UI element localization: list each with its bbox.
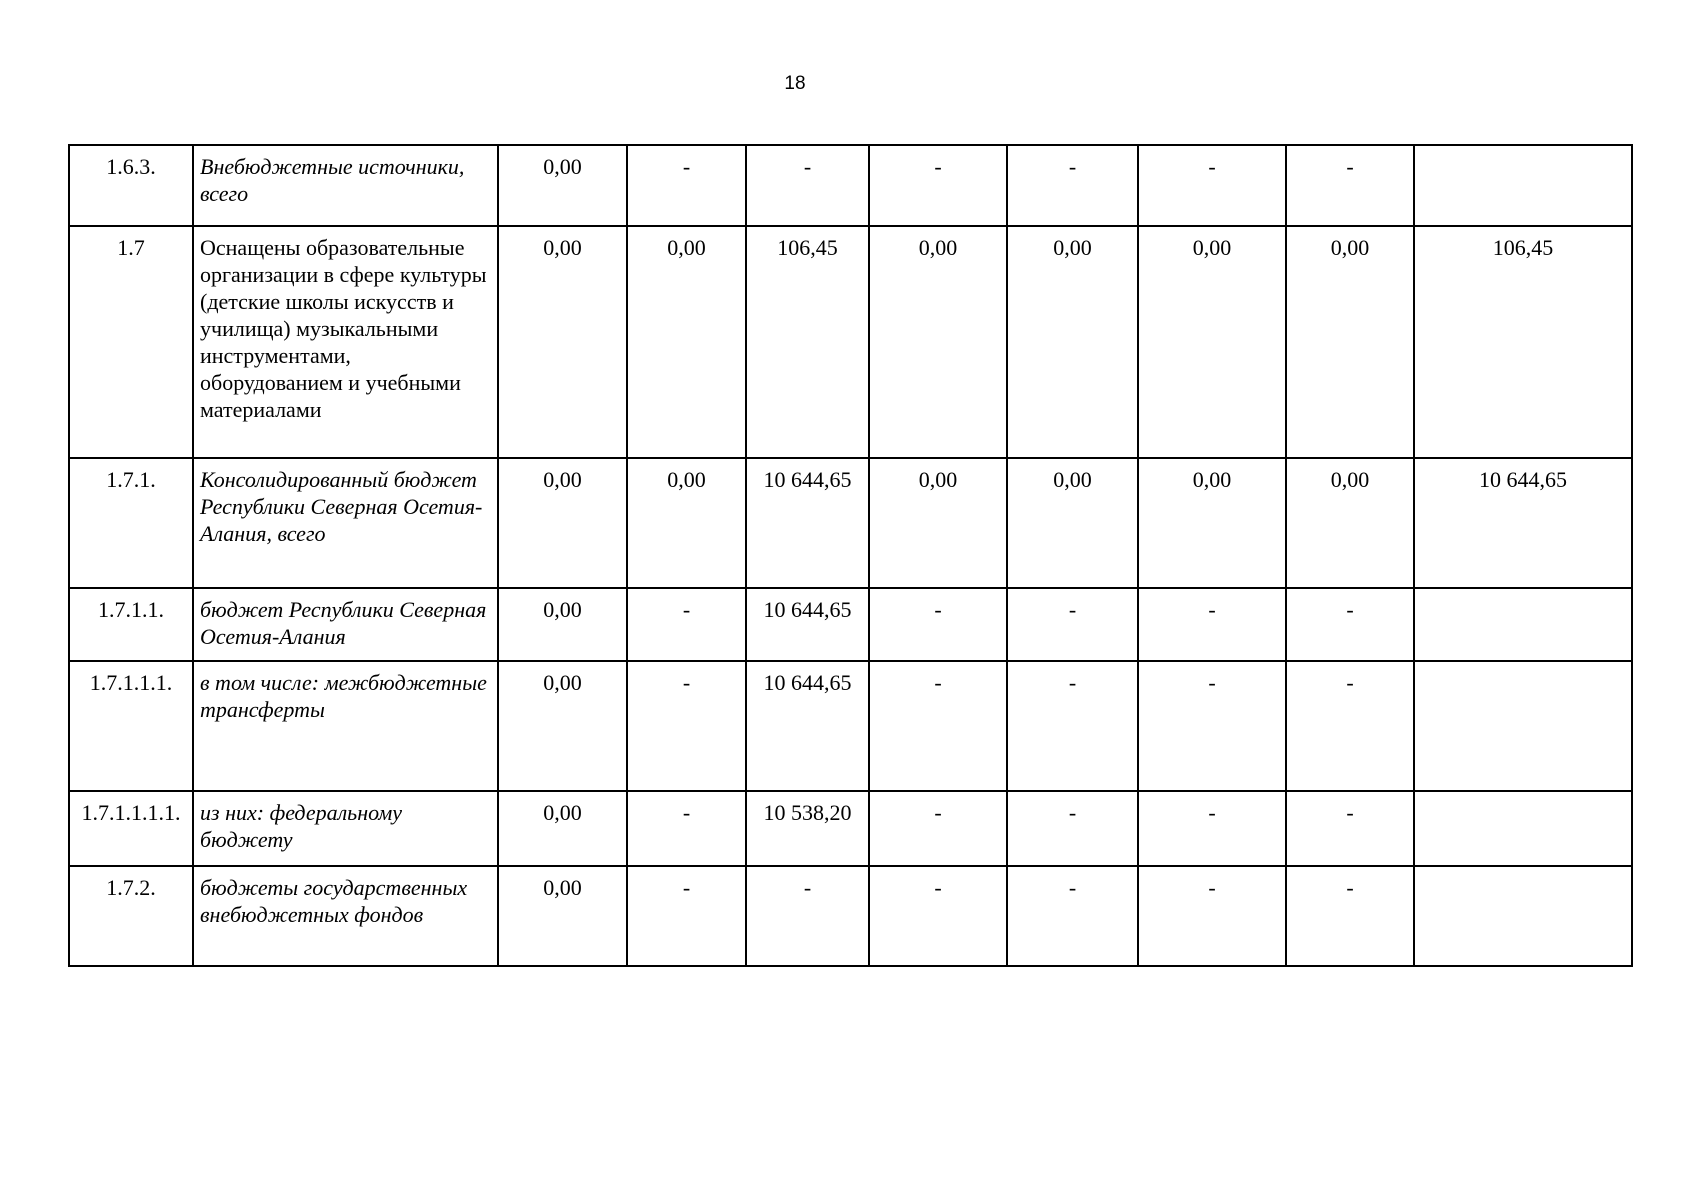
row-number: 1.7.1.1. (69, 588, 193, 661)
value-cell: 0,00 (498, 588, 627, 661)
value-cell: - (869, 866, 1007, 966)
value-cell: 0,00 (1138, 226, 1286, 458)
value-cell: - (746, 866, 869, 966)
row-number: 1.7.1.1.1. (69, 661, 193, 791)
value-cell: 0,00 (1007, 226, 1138, 458)
value-cell: 0,00 (1286, 226, 1414, 458)
value-cell (1414, 588, 1632, 661)
value-cell: - (627, 145, 746, 226)
value-cell: 10 644,65 (746, 458, 869, 588)
value-cell: 106,45 (1414, 226, 1632, 458)
table-row (69, 588, 1632, 661)
row-name: в том числе: межбюджетные трансферты (193, 661, 498, 791)
value-cell: 10 644,65 (746, 661, 869, 791)
value-cell: 0,00 (498, 866, 627, 966)
value-cell: 0,00 (498, 458, 627, 588)
value-cell: 10 538,20 (746, 791, 869, 866)
value-cell: - (1286, 588, 1414, 661)
value-cell: - (746, 145, 869, 226)
value-cell: - (627, 791, 746, 866)
row-name: бюджет Республики Северная Осетия-Алания (193, 588, 498, 661)
value-cell: - (1138, 661, 1286, 791)
table-row (69, 791, 1632, 866)
value-cell (1414, 661, 1632, 791)
value-cell: - (1138, 145, 1286, 226)
row-name: Оснащены образовательные организации в сфере культуры (детские школы искусств и училища) музыкальными инструментами, оборудованием и учебными материалами (193, 226, 498, 458)
value-cell: - (869, 791, 1007, 866)
value-cell: 0,00 (627, 458, 746, 588)
value-cell: 0,00 (498, 661, 627, 791)
value-cell: - (1007, 661, 1138, 791)
value-cell (1414, 791, 1632, 866)
row-name: из них: федеральному бюджету (193, 791, 498, 866)
value-cell: 0,00 (1286, 458, 1414, 588)
value-cell: - (1286, 866, 1414, 966)
value-cell: 106,45 (746, 226, 869, 458)
table-row (69, 458, 1632, 588)
value-cell: 10 644,65 (1414, 458, 1632, 588)
row-number: 1.7.1. (69, 458, 193, 588)
value-cell (1414, 866, 1632, 966)
value-cell: 0,00 (869, 226, 1007, 458)
budget-table (68, 144, 1633, 967)
row-number: 1.7 (69, 226, 193, 458)
row-name: бюджеты государственных внебюджетных фондов (193, 866, 498, 966)
row-number: 1.7.1.1.1.1. (69, 791, 193, 866)
value-cell: - (1007, 791, 1138, 866)
value-cell: 0,00 (498, 226, 627, 458)
row-number: 1.7.2. (69, 866, 193, 966)
table-row (69, 145, 1632, 226)
value-cell: - (1286, 145, 1414, 226)
value-cell: 0,00 (498, 791, 627, 866)
value-cell: 0,00 (1138, 458, 1286, 588)
row-name: Консолидированный бюджет Республики Северная Осетия-Алания, всего (193, 458, 498, 588)
value-cell: 0,00 (1007, 458, 1138, 588)
value-cell: 0,00 (498, 145, 627, 226)
table-row (69, 226, 1632, 458)
value-cell: - (1007, 866, 1138, 966)
value-cell: - (1138, 791, 1286, 866)
value-cell: - (1138, 588, 1286, 661)
value-cell (1414, 145, 1632, 226)
value-cell: - (1286, 661, 1414, 791)
table-row (69, 661, 1632, 791)
value-cell: - (1007, 145, 1138, 226)
value-cell: - (627, 588, 746, 661)
value-cell: - (869, 588, 1007, 661)
value-cell: 10 644,65 (746, 588, 869, 661)
value-cell: - (1138, 866, 1286, 966)
value-cell: - (1286, 791, 1414, 866)
value-cell: 0,00 (627, 226, 746, 458)
value-cell: - (627, 661, 746, 791)
row-name: Внебюджетные источники, всего (193, 145, 498, 226)
value-cell: - (627, 866, 746, 966)
table-row (69, 866, 1632, 966)
value-cell: - (1007, 588, 1138, 661)
page-number: 18 (784, 73, 806, 94)
row-number: 1.6.3. (69, 145, 193, 226)
value-cell: - (869, 661, 1007, 791)
value-cell: 0,00 (869, 458, 1007, 588)
value-cell: - (869, 145, 1007, 226)
